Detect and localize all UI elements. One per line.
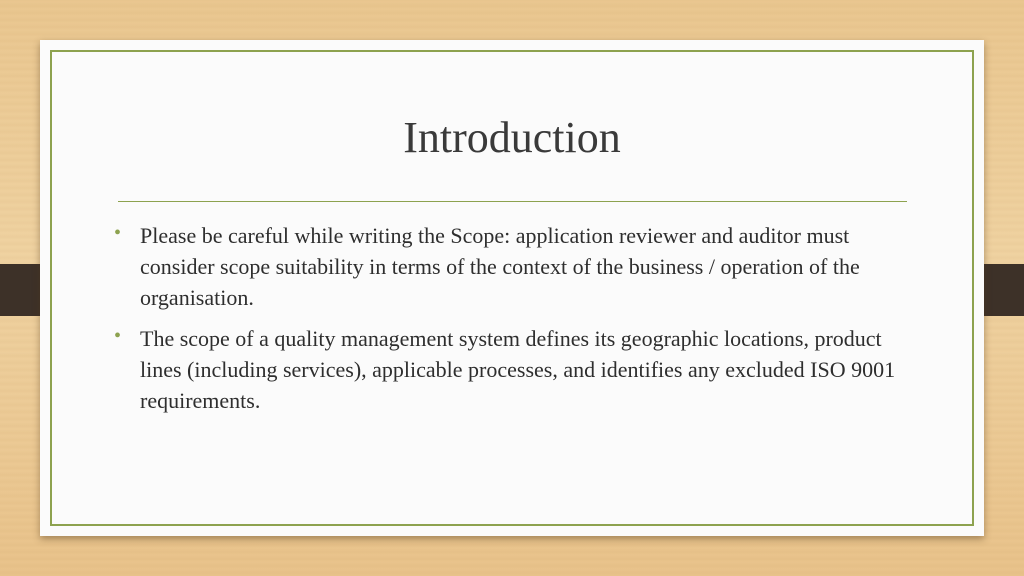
bullet-icon: • bbox=[114, 325, 122, 347]
bullet-list bbox=[114, 220, 910, 426]
bullet-item bbox=[114, 323, 910, 416]
slide-card bbox=[40, 40, 984, 536]
slide-title: Introduction bbox=[403, 113, 621, 162]
bullet-text: Please be careful while writing the Scope: application reviewer and auditor must consider scope suitability in terms of the context of the business / operation of the organisation. bbox=[140, 223, 860, 310]
title-divider bbox=[118, 201, 907, 202]
bullet-item bbox=[114, 220, 910, 313]
bullet-text: The scope of a quality management system defines its geographic locations, product lines (including services), applicable processes, and identifies any excluded ISO 9001 requirements. bbox=[140, 326, 896, 413]
bullet-icon: • bbox=[114, 222, 122, 244]
